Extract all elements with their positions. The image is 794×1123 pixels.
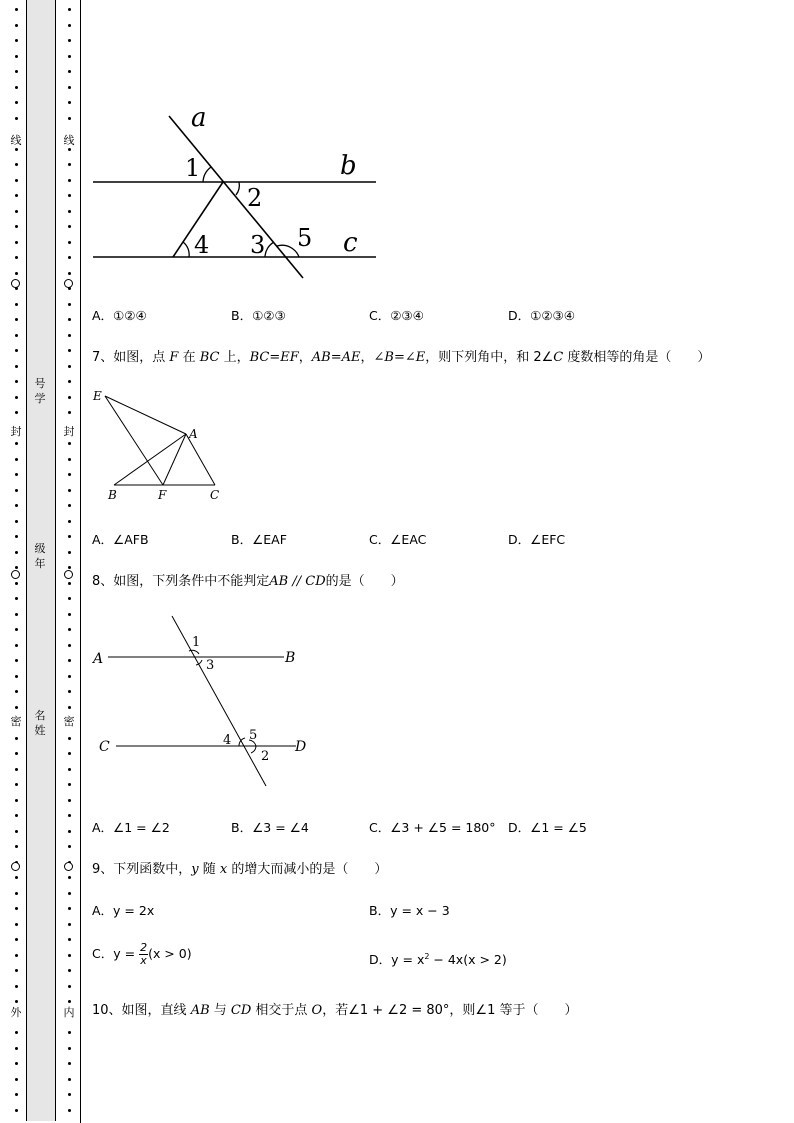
label-c: C (210, 488, 220, 502)
margin-dot (15, 349, 18, 352)
q8-option-a: A．∠1 = ∠2 (92, 820, 170, 835)
margin-dot (68, 845, 71, 848)
label-b: B (108, 488, 117, 502)
margin-dot (68, 830, 71, 833)
margin-dot (68, 799, 71, 802)
margin-dot (15, 690, 18, 693)
margin-dot (68, 783, 71, 786)
margin-dot (15, 799, 18, 802)
q6-option-b: B．①②③ (231, 308, 286, 323)
margin-dot (68, 535, 71, 538)
margin-dot (68, 473, 71, 476)
margin-dot (68, 566, 71, 569)
q7-option-d: D．∠EFC (508, 532, 566, 547)
margin-dot (68, 442, 71, 445)
margin-dot (68, 644, 71, 647)
margin-dot (68, 163, 71, 166)
field-grade: 级 年 (34, 542, 46, 570)
q9-stem: 9、下列函数中，y 随 x 的增大而减小的是（ ） (92, 862, 388, 877)
margin-dot (68, 86, 71, 89)
margin-dot (68, 489, 71, 492)
q6-option-c: C．②③④ (369, 308, 424, 323)
binding-margin (0, 0, 82, 1123)
segment-ac (186, 434, 215, 485)
margin-dot (15, 644, 18, 647)
label-angle-4: 4 (194, 231, 210, 259)
margin-dot (68, 582, 71, 585)
margin-dot (15, 675, 18, 678)
margin-dot (15, 225, 18, 228)
q8-option-d: D．∠1 = ∠5 (508, 820, 587, 835)
margin-dot (15, 907, 18, 910)
margin-dot (15, 613, 18, 616)
margin-dot (68, 1093, 71, 1096)
margin-dot (68, 954, 71, 957)
margin-dot (68, 194, 71, 197)
label-a: A (93, 651, 104, 667)
margin-dot (68, 923, 71, 926)
margin-dot (15, 938, 18, 941)
margin-dot (68, 706, 71, 709)
margin-dot (68, 985, 71, 988)
dotted-line-right (67, 0, 73, 1123)
margin-dot (68, 628, 71, 631)
margin-dot (15, 70, 18, 73)
margin-dot (68, 752, 71, 755)
margin-dot (15, 752, 18, 755)
label-angle-2: 2 (247, 184, 263, 212)
q6-option-d: D．①②③④ (508, 308, 575, 323)
margin-dot (15, 411, 18, 414)
margin-dot (15, 737, 18, 740)
margin-circle (11, 279, 20, 288)
margin-dot (15, 55, 18, 58)
margin-dot (15, 39, 18, 42)
fraction-2-over-x: $\frac{2}{x}$ (140, 941, 148, 967)
margin-dot (15, 380, 18, 383)
margin-dot (15, 396, 18, 399)
margin-circle (64, 570, 73, 579)
margin-dot (68, 597, 71, 600)
margin-dot (68, 411, 71, 414)
margin-dot (68, 1062, 71, 1065)
margin-dot (68, 458, 71, 461)
margin-circle (11, 570, 20, 579)
margin-dot (15, 551, 18, 554)
margin-dot (15, 582, 18, 585)
angle-1-arc (189, 650, 199, 654)
margin-dot (15, 473, 18, 476)
margin-outer-char: 外 (8, 1004, 24, 1020)
margin-dot (15, 365, 18, 368)
label-f: F (158, 488, 167, 502)
margin-dot (68, 675, 71, 678)
margin-dot (68, 1000, 71, 1003)
margin-dot (68, 225, 71, 228)
margin-dot (68, 876, 71, 879)
margin-dot (15, 303, 18, 306)
margin-dot (15, 442, 18, 445)
q7-option-a: A．∠AFB (92, 532, 149, 547)
margin-dot (15, 876, 18, 879)
figure-q6-parallel-lines (90, 100, 390, 285)
label-a: A (189, 427, 198, 441)
margin-dot (15, 241, 18, 244)
q9-option-b: B．y = x − 3 (369, 903, 450, 918)
margin-dot (15, 1000, 18, 1003)
margin-dot (68, 1109, 71, 1112)
margin-dot (15, 117, 18, 120)
margin-dot (15, 334, 18, 337)
margin-dot (15, 566, 18, 569)
margin-dot (68, 737, 71, 740)
margin-dot (68, 8, 71, 11)
margin-dot (68, 55, 71, 58)
margin-dot (15, 892, 18, 895)
label-angle-1: 1 (185, 154, 201, 182)
margin-circle (64, 862, 73, 871)
figure-q8-parallel-lines (88, 610, 318, 790)
margin-dot (15, 923, 18, 926)
margin-line-char: 线 (61, 132, 77, 148)
margin-dot (68, 520, 71, 523)
margin-dot (68, 380, 71, 383)
margin-dot (15, 8, 18, 11)
margin-dot (15, 535, 18, 538)
margin-dot (15, 256, 18, 259)
margin-dot (68, 504, 71, 507)
margin-dot (15, 504, 18, 507)
margin-dot (68, 1031, 71, 1034)
margin-dot (68, 349, 71, 352)
q10-stem: 10、如图，直线 AB 与 CD 相交于点 O，若∠1 + ∠2 = 80°，则∠1 等于（ ） (92, 1003, 578, 1018)
q7-option-c: C．∠EAC (369, 532, 427, 547)
margin-secret-char: 密 (8, 713, 24, 729)
angle-1-arc (203, 167, 211, 182)
margin-dot (68, 70, 71, 73)
margin-dot (68, 659, 71, 662)
margin-dot (15, 272, 18, 275)
margin-dot (68, 969, 71, 972)
margin-dot (15, 628, 18, 631)
label-d: D (295, 739, 307, 755)
margin-dot (15, 489, 18, 492)
label-angle-3: 3 (206, 658, 215, 673)
margin-dot (68, 907, 71, 910)
margin-dot (15, 194, 18, 197)
label-b: B (285, 650, 296, 666)
margin-dot (68, 892, 71, 895)
q9-option-a: A．y = 2x (92, 903, 155, 918)
label-angle-5: 5 (297, 224, 313, 252)
margin-dot (68, 210, 71, 213)
figure-q7-triangles (88, 386, 238, 506)
margin-dot (15, 659, 18, 662)
angle-2-arc (236, 182, 239, 195)
label-angle-1: 1 (192, 635, 201, 650)
margin-dot (68, 272, 71, 275)
margin-dot (15, 830, 18, 833)
margin-dot (15, 985, 18, 988)
margin-dot (68, 334, 71, 337)
margin-dot (15, 783, 18, 786)
angle-4-arc (183, 242, 189, 257)
label-c: c (343, 228, 358, 258)
margin-dot (15, 954, 18, 957)
margin-dot (68, 117, 71, 120)
label-angle-4: 4 (223, 733, 232, 748)
margin-dot (68, 768, 71, 771)
dotted-line-left (14, 0, 20, 1123)
margin-dot (68, 24, 71, 27)
margin-dot (68, 1047, 71, 1050)
label-angle-5: 5 (249, 728, 258, 743)
margin-dot (68, 256, 71, 259)
margin-circle (64, 279, 73, 288)
margin-dot (15, 814, 18, 817)
label-c: C (99, 739, 110, 755)
margin-border-line (80, 0, 81, 1123)
margin-dot (15, 318, 18, 321)
margin-dot (15, 101, 18, 104)
q7-stem: 7、如图，点 F 在 BC 上，BC=EF，AB=AE，∠B=∠E，则下列角中，和 2∠C 度数相等的角是（ ） (92, 350, 711, 365)
margin-dot (68, 303, 71, 306)
margin-dot (68, 690, 71, 693)
margin-dot (68, 1078, 71, 1081)
margin-dot (68, 814, 71, 817)
margin-dot (15, 969, 18, 972)
margin-dot (15, 1031, 18, 1034)
margin-inner-char: 内 (61, 1004, 77, 1020)
label-e: E (93, 389, 102, 403)
margin-dot (15, 845, 18, 848)
margin-dot (15, 520, 18, 523)
margin-circle (11, 862, 20, 871)
label-angle-2: 2 (261, 749, 270, 764)
angle-2-arc (251, 746, 256, 753)
margin-seal-char: 封 (61, 423, 77, 439)
margin-dot (68, 365, 71, 368)
margin-dot (68, 938, 71, 941)
margin-dot (15, 1109, 18, 1112)
margin-dot (15, 1093, 18, 1096)
margin-seal-char: 封 (8, 423, 24, 439)
margin-dot (68, 39, 71, 42)
label-angle-3: 3 (250, 231, 266, 259)
margin-dot (15, 1078, 18, 1081)
angle-3-arc (265, 242, 274, 257)
q8-option-b: B．∠3 = ∠4 (231, 820, 309, 835)
q8-option-c: C．∠3 + ∠5 = 180° (369, 820, 496, 835)
margin-dot (15, 86, 18, 89)
margin-dot (68, 318, 71, 321)
margin-dot (68, 179, 71, 182)
q6-option-a: A．①②④ (92, 308, 147, 323)
label-b: b (340, 151, 357, 181)
margin-dot (68, 241, 71, 244)
margin-dot (15, 458, 18, 461)
label-a: a (191, 103, 207, 133)
margin-dot (68, 551, 71, 554)
margin-dot (68, 396, 71, 399)
margin-dot (15, 706, 18, 709)
q9-option-c: C．y = $\frac{2}{x}$ (x > 0) (92, 941, 192, 967)
field-name: 名 姓 (34, 709, 46, 737)
margin-dot (15, 1062, 18, 1065)
margin-dot (15, 179, 18, 182)
margin-dot (15, 24, 18, 27)
q9-option-d: D．$y = x^2 - 4x(x > 2)$ (369, 951, 507, 967)
margin-dot (15, 597, 18, 600)
margin-dot (15, 163, 18, 166)
transversal (172, 616, 266, 786)
field-student-number: 号 学 (34, 377, 46, 405)
segment-ba (114, 434, 186, 485)
margin-dot (68, 613, 71, 616)
margin-dot (68, 101, 71, 104)
q7-option-b: B．∠EAF (231, 532, 287, 547)
q8-stem: 8、如图，下列条件中不能判定AB // CD的是（ ） (92, 574, 404, 589)
margin-line-char: 线 (8, 132, 24, 148)
margin-secret-char: 密 (61, 713, 77, 729)
margin-dot (15, 210, 18, 213)
margin-dot (15, 1047, 18, 1050)
margin-dot (15, 768, 18, 771)
